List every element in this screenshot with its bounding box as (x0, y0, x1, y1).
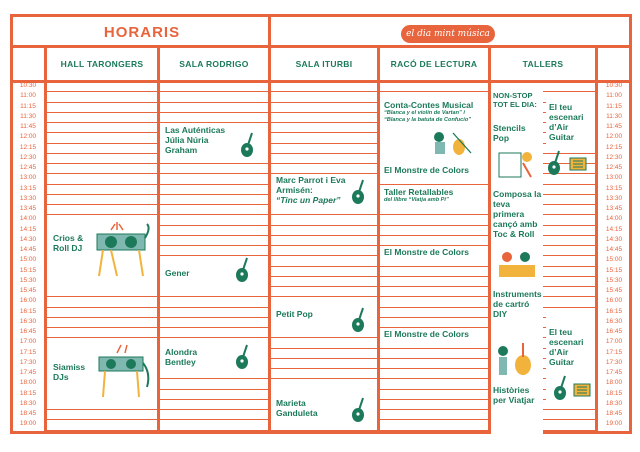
grid-row-line (271, 235, 377, 236)
time-label: 12:15 (605, 143, 623, 151)
event-marc-parrot-title: Marc Parrot i Eva Armisén: (276, 175, 346, 195)
event-taller-retallables (384, 187, 486, 204)
grid-row-line (271, 214, 377, 215)
event-gener: Gener (165, 268, 190, 278)
time-label: 18:45 (19, 410, 37, 417)
guitar-icon (547, 150, 563, 176)
time-label: 11:30 (606, 112, 622, 120)
event-crios-roll-dj: Crios & Roll DJ (53, 233, 84, 253)
grid-row-line (47, 163, 157, 164)
time-label: 17:15 (605, 348, 623, 356)
time-label: 16:45 (605, 328, 623, 335)
grid-row-line (47, 204, 157, 205)
grid-row-line (160, 255, 268, 256)
grid-row-line (160, 112, 268, 113)
time-label: 15:30 (605, 276, 623, 284)
time-label: 13:15 (605, 184, 623, 192)
guitar-icon (351, 307, 367, 333)
grid-row-line (47, 419, 157, 420)
time-label: 10:30 (19, 82, 37, 89)
time-label: 18:00 (605, 379, 623, 387)
grid-row-line (47, 307, 157, 308)
grid-row-line (271, 296, 377, 297)
time-label: 17:00 (19, 338, 37, 346)
time-label: 14:30 (605, 235, 623, 243)
time-label: 10:30 (605, 82, 623, 89)
event-air-guitar: El teu escenari d’Air Guitar (549, 327, 584, 367)
grid-row-line (160, 337, 268, 338)
grid-row-line (160, 184, 268, 185)
time-label: 12:45 (605, 164, 623, 171)
grid-row-line (160, 91, 268, 92)
column-sala-rodrigo: SALA RODRIGO (179, 58, 249, 69)
time-label: 11:45 (20, 123, 36, 130)
grid-row-line (380, 235, 488, 236)
stencil-illustration (497, 147, 537, 181)
event-conta-contes (384, 100, 486, 123)
time-label: 16:15 (605, 307, 623, 315)
grid-row-line (160, 430, 268, 431)
time-label: 14:00 (19, 215, 37, 223)
grid-row-line (271, 286, 377, 287)
grid-row-line (380, 317, 488, 318)
grid-row-line (160, 214, 268, 215)
grid-row-line (380, 358, 488, 359)
grid-row-line (271, 163, 377, 164)
time-label: 16:30 (19, 317, 37, 325)
time-label: 12:00 (19, 133, 37, 141)
time-label: 17:30 (605, 358, 623, 366)
grid-row-line (380, 409, 488, 410)
event-retallables-subtitle: del llibre “Viatja amb Pi” (384, 197, 449, 203)
grid-row-line (47, 327, 157, 328)
column-raco-de-lectura: RACÓ DE LECTURA (390, 58, 478, 69)
time-label: 17:00 (605, 338, 623, 346)
event-monstre-de-colors: El Monstre de Colors (384, 329, 470, 339)
event-las-autenticas: Las Auténticas Júlia Núria Graham (165, 125, 226, 155)
time-column-right (599, 81, 629, 430)
grid-row-line (47, 153, 157, 154)
grid-row-line (160, 235, 268, 236)
grid-row-line (47, 173, 157, 174)
time-label: 19:00 (605, 420, 623, 428)
taller-instruments-cartro: Instruments de cartró DIY (493, 289, 542, 319)
amplifier-icon (569, 157, 587, 171)
time-label: 13:00 (605, 174, 623, 182)
grid-row-line (271, 266, 377, 267)
grid-row-line (47, 122, 157, 123)
dj-turntable-illustration (89, 220, 153, 278)
grid-row-line (271, 378, 377, 379)
event-petit-pop: Petit Pop (276, 309, 313, 319)
time-label: 18:30 (19, 399, 37, 407)
time-label: 12:00 (605, 133, 623, 141)
grid-row-line (47, 91, 157, 92)
time-label: 12:30 (605, 153, 623, 161)
time-label: 14:45 (605, 246, 623, 253)
amplifier-icon (573, 383, 591, 397)
grid-row-line (271, 112, 377, 113)
event-alondra-bentley: Alondra Bentley (165, 347, 198, 367)
time-label: 15:45 (19, 287, 37, 294)
event-conta-contes-title: Conta-Contes Musical (384, 100, 474, 110)
guitar-icon (351, 397, 367, 423)
time-label: 16:30 (605, 317, 623, 325)
event-monstre-de-colors: El Monstre de Colors (384, 247, 470, 257)
piano-kids-illustration (495, 249, 539, 279)
time-label: 12:45 (19, 164, 37, 171)
time-label: 13:30 (605, 194, 623, 202)
time-label: 15:15 (605, 266, 623, 274)
event-conta-contes-subtitle: “Blanca y el violín de Vartan” i “Blanca y la batuta de Confucio” (384, 110, 472, 123)
grid-row-line (271, 91, 377, 92)
time-label: 16:45 (19, 328, 37, 335)
time-label: 18:15 (19, 389, 37, 397)
time-label: 12:30 (19, 153, 37, 161)
grid-row-line (271, 348, 377, 349)
event-marc-parrot-subtitle: “Tinc un Paper” (276, 195, 341, 205)
time-label: 14:30 (19, 235, 37, 243)
guitar-icon (240, 132, 256, 158)
grid-row-line (47, 184, 157, 185)
time-label: 14:15 (19, 225, 37, 233)
brand-logo: el dia mint música (401, 25, 495, 43)
time-label: 13:15 (19, 184, 37, 192)
time-label: 15:15 (19, 266, 37, 274)
time-label: 15:00 (19, 256, 37, 264)
taller-stencils-pop: Stencils Pop (493, 123, 526, 143)
grid-row-line (380, 368, 488, 369)
grid-row-line (47, 112, 157, 113)
grid-row-line (380, 91, 488, 92)
time-label: 17:15 (19, 348, 37, 356)
grid-row-line (47, 102, 157, 103)
column-tallers: TALLERS (522, 58, 564, 69)
title-divider (268, 17, 271, 45)
time-label: 17:45 (605, 369, 623, 376)
tallers-nonstop-label: NON-STOP TOT EL DIA: (493, 91, 537, 109)
time-label: 18:15 (605, 389, 623, 397)
grid-row-line (47, 409, 157, 410)
grid-row-line (380, 266, 488, 267)
event-marieta-ganduleta: Marieta Ganduleta (276, 398, 318, 418)
grid-row-line (47, 194, 157, 195)
grid-row-line (160, 327, 268, 328)
time-label: 16:00 (605, 297, 623, 305)
time-column-left (13, 81, 43, 430)
time-label: 13:45 (19, 205, 37, 212)
grid-row-line (160, 194, 268, 195)
cardboard-instruments-illustration (493, 341, 541, 377)
guitar-icon (235, 257, 251, 283)
grid-row-line (160, 409, 268, 410)
col-divider (595, 45, 598, 431)
grid-row-line (271, 430, 377, 431)
grid-row-line (271, 102, 377, 103)
grid-row-line (271, 276, 377, 277)
grid-row-line (160, 245, 268, 246)
taller-composa-canco: Composa la teva primera cançó amb Toc & Roll (493, 189, 542, 239)
time-label: 14:15 (605, 225, 623, 233)
grid-row-line (271, 225, 377, 226)
guitar-icon (235, 344, 251, 370)
grid-row-line (271, 358, 377, 359)
dj-turntable-illustration (93, 343, 153, 399)
time-label: 11:45 (606, 123, 622, 130)
grid-row-line (47, 296, 157, 297)
grid-row-line (271, 255, 377, 256)
grid-row-line (160, 225, 268, 226)
time-label: 18:45 (605, 410, 623, 417)
time-label: 14:00 (605, 215, 623, 223)
grid-row-line (380, 348, 488, 349)
grid-row-line (271, 132, 377, 133)
grid-row-line (380, 419, 488, 420)
time-label: 19:00 (19, 420, 37, 428)
time-label: 18:30 (605, 399, 623, 407)
guitar-icon (553, 375, 569, 401)
time-label: 17:45 (19, 369, 37, 376)
time-label: 11:30 (20, 112, 36, 120)
time-label: 16:15 (19, 307, 37, 315)
time-label: 15:45 (605, 287, 623, 294)
grid-row-line (160, 296, 268, 297)
grid-row-line (380, 276, 488, 277)
event-air-guitar: El teu escenari d’Air Guitar (549, 102, 584, 142)
time-label: 15:00 (605, 256, 623, 264)
grid-row-line (271, 122, 377, 123)
column-sala-iturbi: SALA ITURBI (295, 58, 353, 69)
grid-row-line (380, 214, 488, 215)
grid-row-line (271, 337, 377, 338)
event-siamiss-djs: Siamiss DJs (53, 362, 86, 382)
time-label: 11:15 (20, 102, 36, 110)
grid-row-line (380, 378, 488, 379)
time-label: 15:30 (19, 276, 37, 284)
time-label: 14:45 (19, 246, 37, 253)
grid-row-line (47, 143, 157, 144)
page-title: HORARIS (103, 23, 181, 41)
time-label: 11:00 (606, 92, 622, 100)
grid-row-line (271, 143, 377, 144)
grid-row-line (160, 204, 268, 205)
event-marc-parrot (276, 175, 356, 205)
schedule-board (10, 14, 632, 434)
event-monstre-de-colors: El Monstre de Colors (384, 165, 470, 175)
grid-row-line (271, 368, 377, 369)
grid-row-line (160, 317, 268, 318)
grid-row-line (160, 419, 268, 420)
grid-row-line (47, 337, 157, 338)
time-label: 18:00 (19, 379, 37, 387)
grid-row-line (380, 286, 488, 287)
time-label: 17:30 (19, 358, 37, 366)
grid-row-line (380, 430, 488, 431)
grid-row-line (380, 307, 488, 308)
time-label: 13:00 (19, 174, 37, 182)
grid-row-line (160, 307, 268, 308)
grid-row-line (380, 389, 488, 390)
column-hall-tarongers: HALL TARONGERS (60, 58, 144, 69)
time-label: 11:00 (20, 92, 36, 100)
grid-row-line (271, 245, 377, 246)
grid-row-line (160, 173, 268, 174)
grid-row-line (47, 132, 157, 133)
time-label: 11:15 (606, 102, 622, 110)
grid-row-line (47, 317, 157, 318)
grid-row-line (160, 102, 268, 103)
grid-row-line (271, 153, 377, 154)
grid-row-line (380, 225, 488, 226)
grid-row-line (160, 389, 268, 390)
time-label: 12:15 (19, 143, 37, 151)
violin-reader-illustration (425, 129, 475, 157)
time-label: 16:00 (19, 297, 37, 305)
event-retallables-title: Taller Retallables (384, 187, 454, 197)
time-label: 13:45 (605, 205, 623, 212)
taller-histories-viatjar: Històries per Viatjar (493, 385, 535, 405)
grid-row-line (380, 296, 488, 297)
grid-row-line (160, 163, 268, 164)
grid-row-line (160, 378, 268, 379)
time-label: 13:30 (19, 194, 37, 202)
grid-row-line (380, 399, 488, 400)
grid-row-line (160, 399, 268, 400)
grid-row-line (47, 430, 157, 431)
guitar-icon (351, 179, 367, 205)
